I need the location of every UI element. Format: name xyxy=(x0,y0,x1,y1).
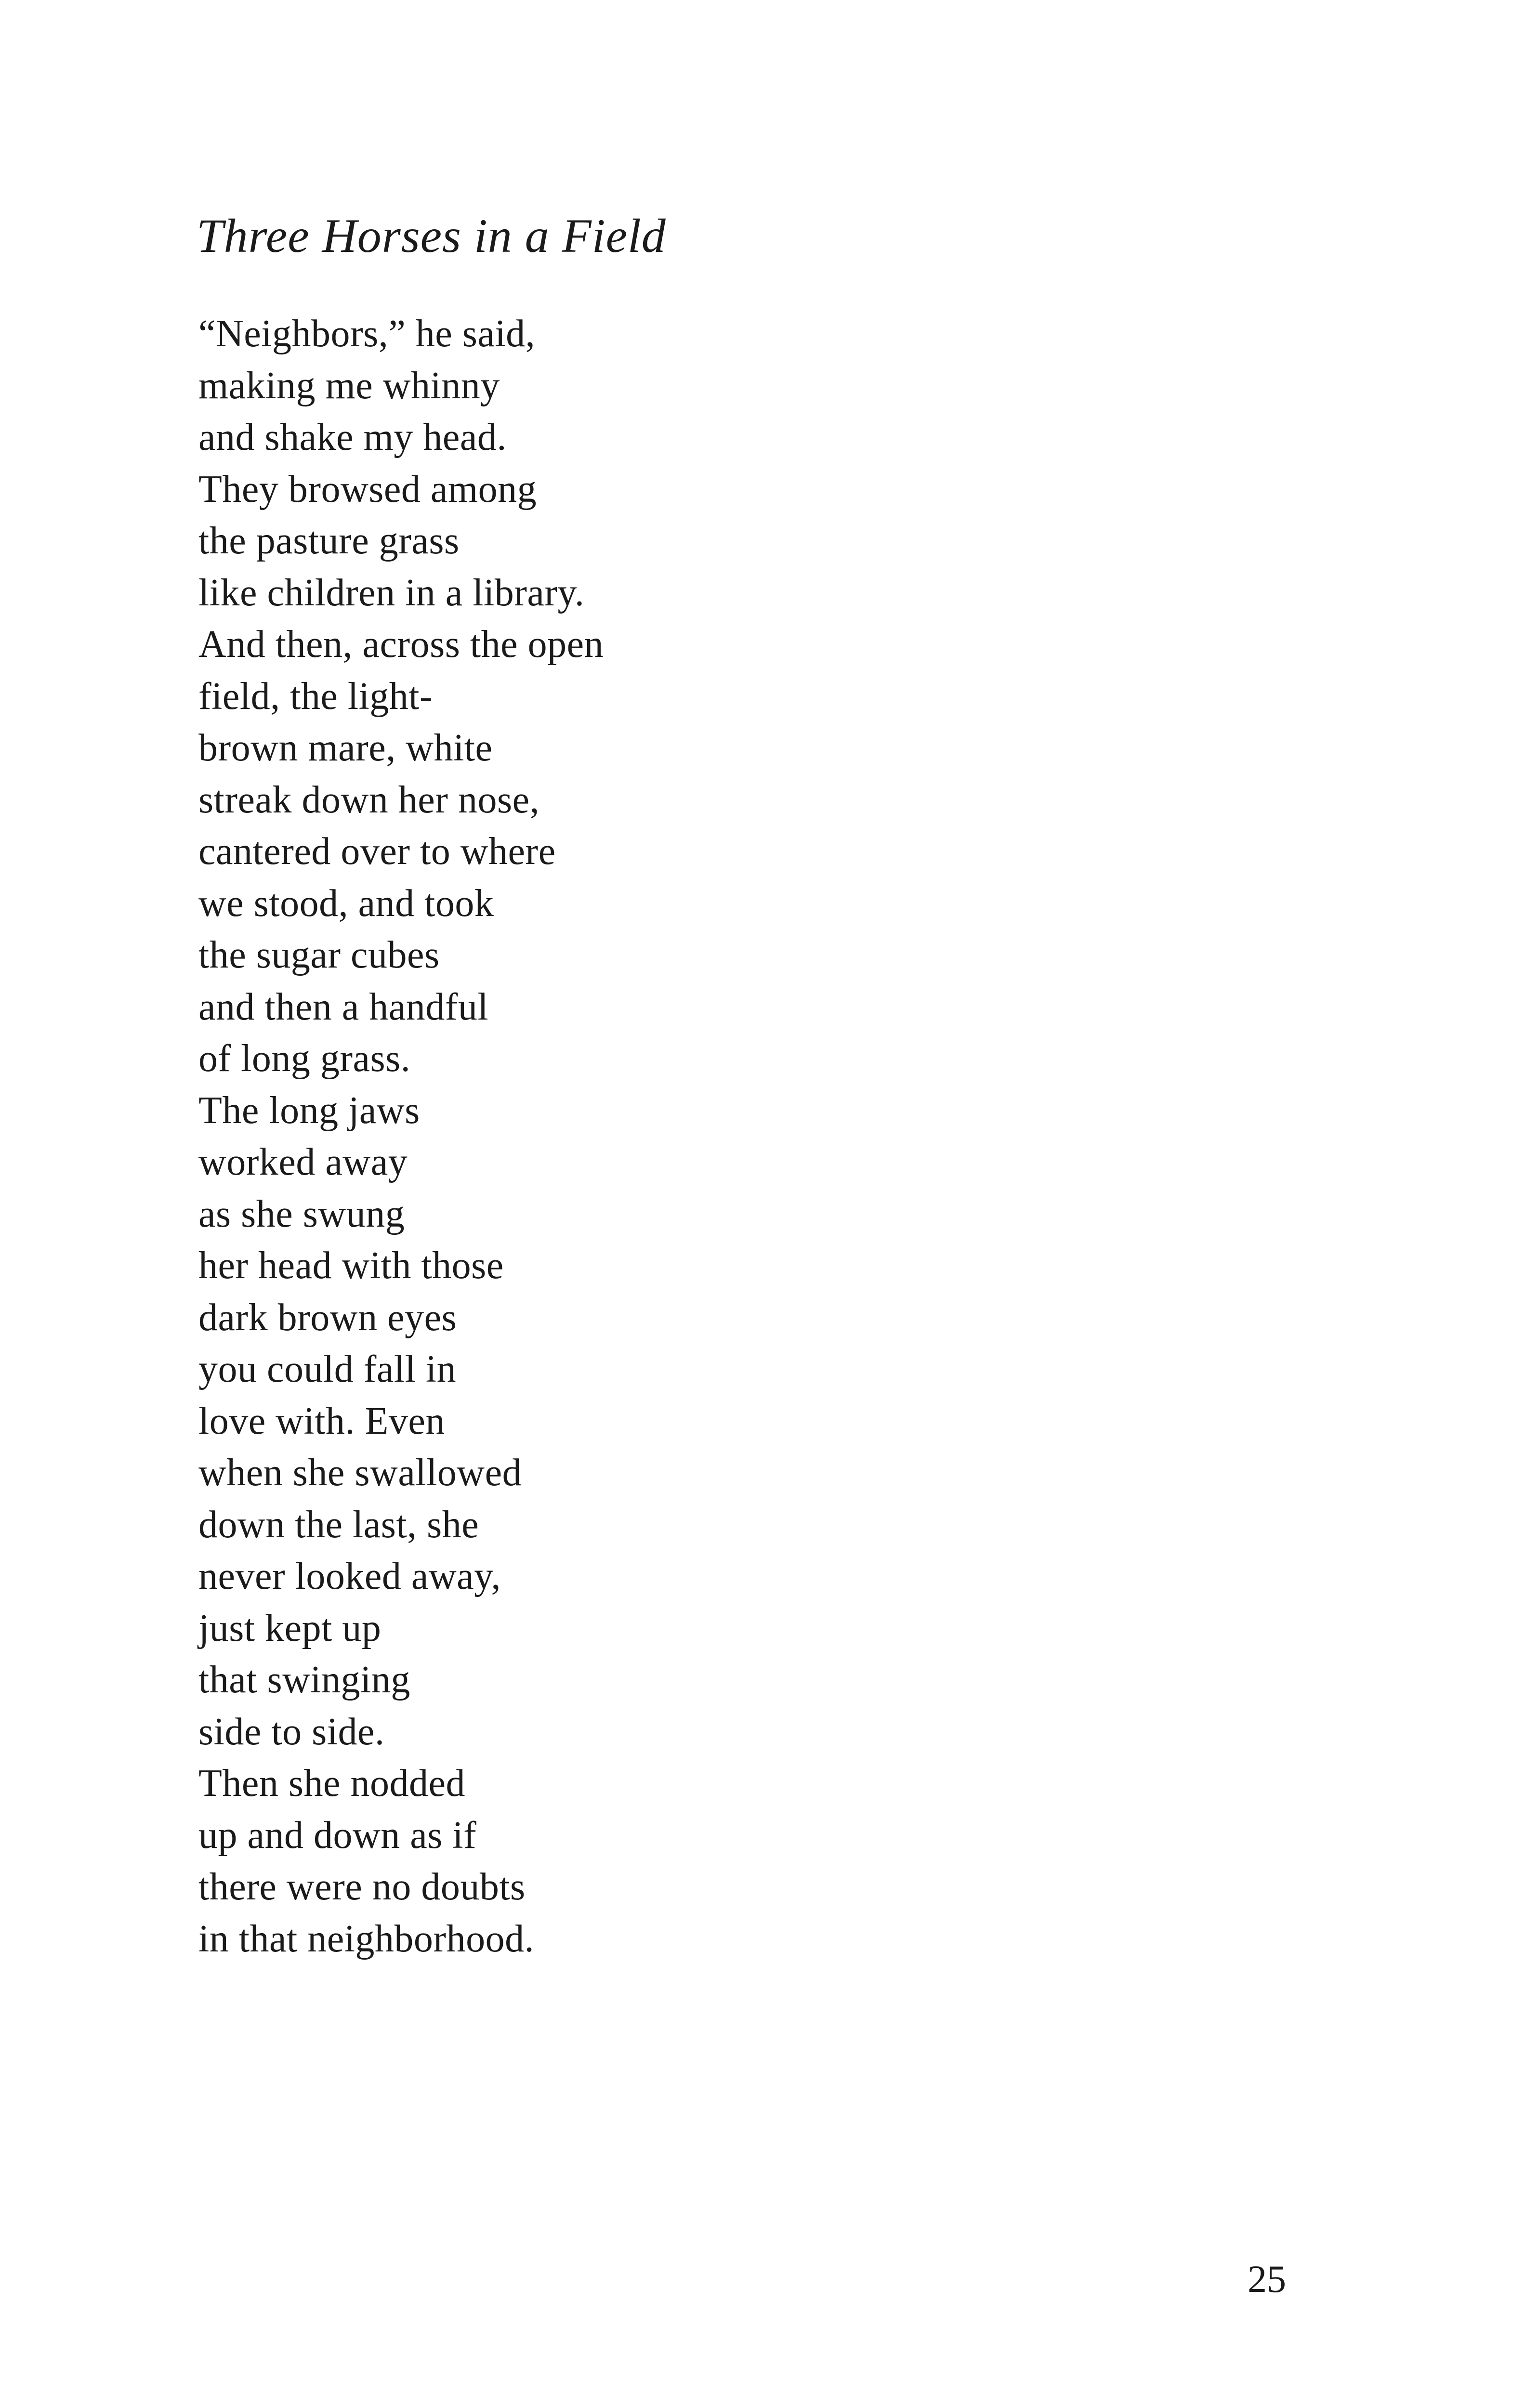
poem-line: They browsed among xyxy=(198,468,537,510)
poem-line: field, the light- xyxy=(198,675,433,718)
poem-line: there were no doubts xyxy=(198,1866,526,1908)
poem-line: as she swung xyxy=(198,1192,405,1235)
poem-line: like children in a library. xyxy=(198,571,585,614)
poem-line: her head with those xyxy=(198,1244,504,1287)
poem-line: And then, across the open xyxy=(198,623,604,666)
poem-line: Then she nodded xyxy=(198,1762,466,1805)
poem-line: making me whinny xyxy=(198,364,500,407)
poem-line: and then a handful xyxy=(198,985,489,1028)
poem-line: when she swallowed xyxy=(198,1452,522,1494)
poem-line: down the last, she xyxy=(198,1503,479,1546)
poem-line: “Neighbors,” he said, xyxy=(198,313,536,355)
poem-line: never looked away, xyxy=(198,1555,501,1597)
poem-line: love with. Even xyxy=(198,1400,445,1442)
poem-line: streak down her nose, xyxy=(198,778,540,821)
poem-line: the sugar cubes xyxy=(198,934,440,976)
poem-line: worked away xyxy=(198,1141,408,1183)
poem-line: The long jaws xyxy=(198,1089,420,1132)
poem-line: of long grass. xyxy=(198,1037,411,1080)
poem-line: you could fall in xyxy=(198,1348,457,1390)
poem-line: and shake my head. xyxy=(198,416,507,458)
poem-line: side to side. xyxy=(198,1710,385,1753)
poem-line: that swinging xyxy=(198,1659,410,1701)
poem-line: we stood, and took xyxy=(198,882,494,925)
poem-line: in that neighborhood. xyxy=(198,1917,535,1960)
poem-body xyxy=(198,308,604,1965)
poem-line: dark brown eyes xyxy=(198,1296,457,1339)
poem-line: the pasture grass xyxy=(198,520,460,562)
poem-line: up and down as if xyxy=(198,1814,477,1857)
poem-line: just kept up xyxy=(198,1607,381,1649)
poem-line: brown mare, white xyxy=(198,727,493,769)
poem-title: Three Horses in a Field xyxy=(197,209,666,262)
poem-line: cantered over to where xyxy=(198,830,556,873)
page-number: 25 xyxy=(1248,2258,1286,2301)
